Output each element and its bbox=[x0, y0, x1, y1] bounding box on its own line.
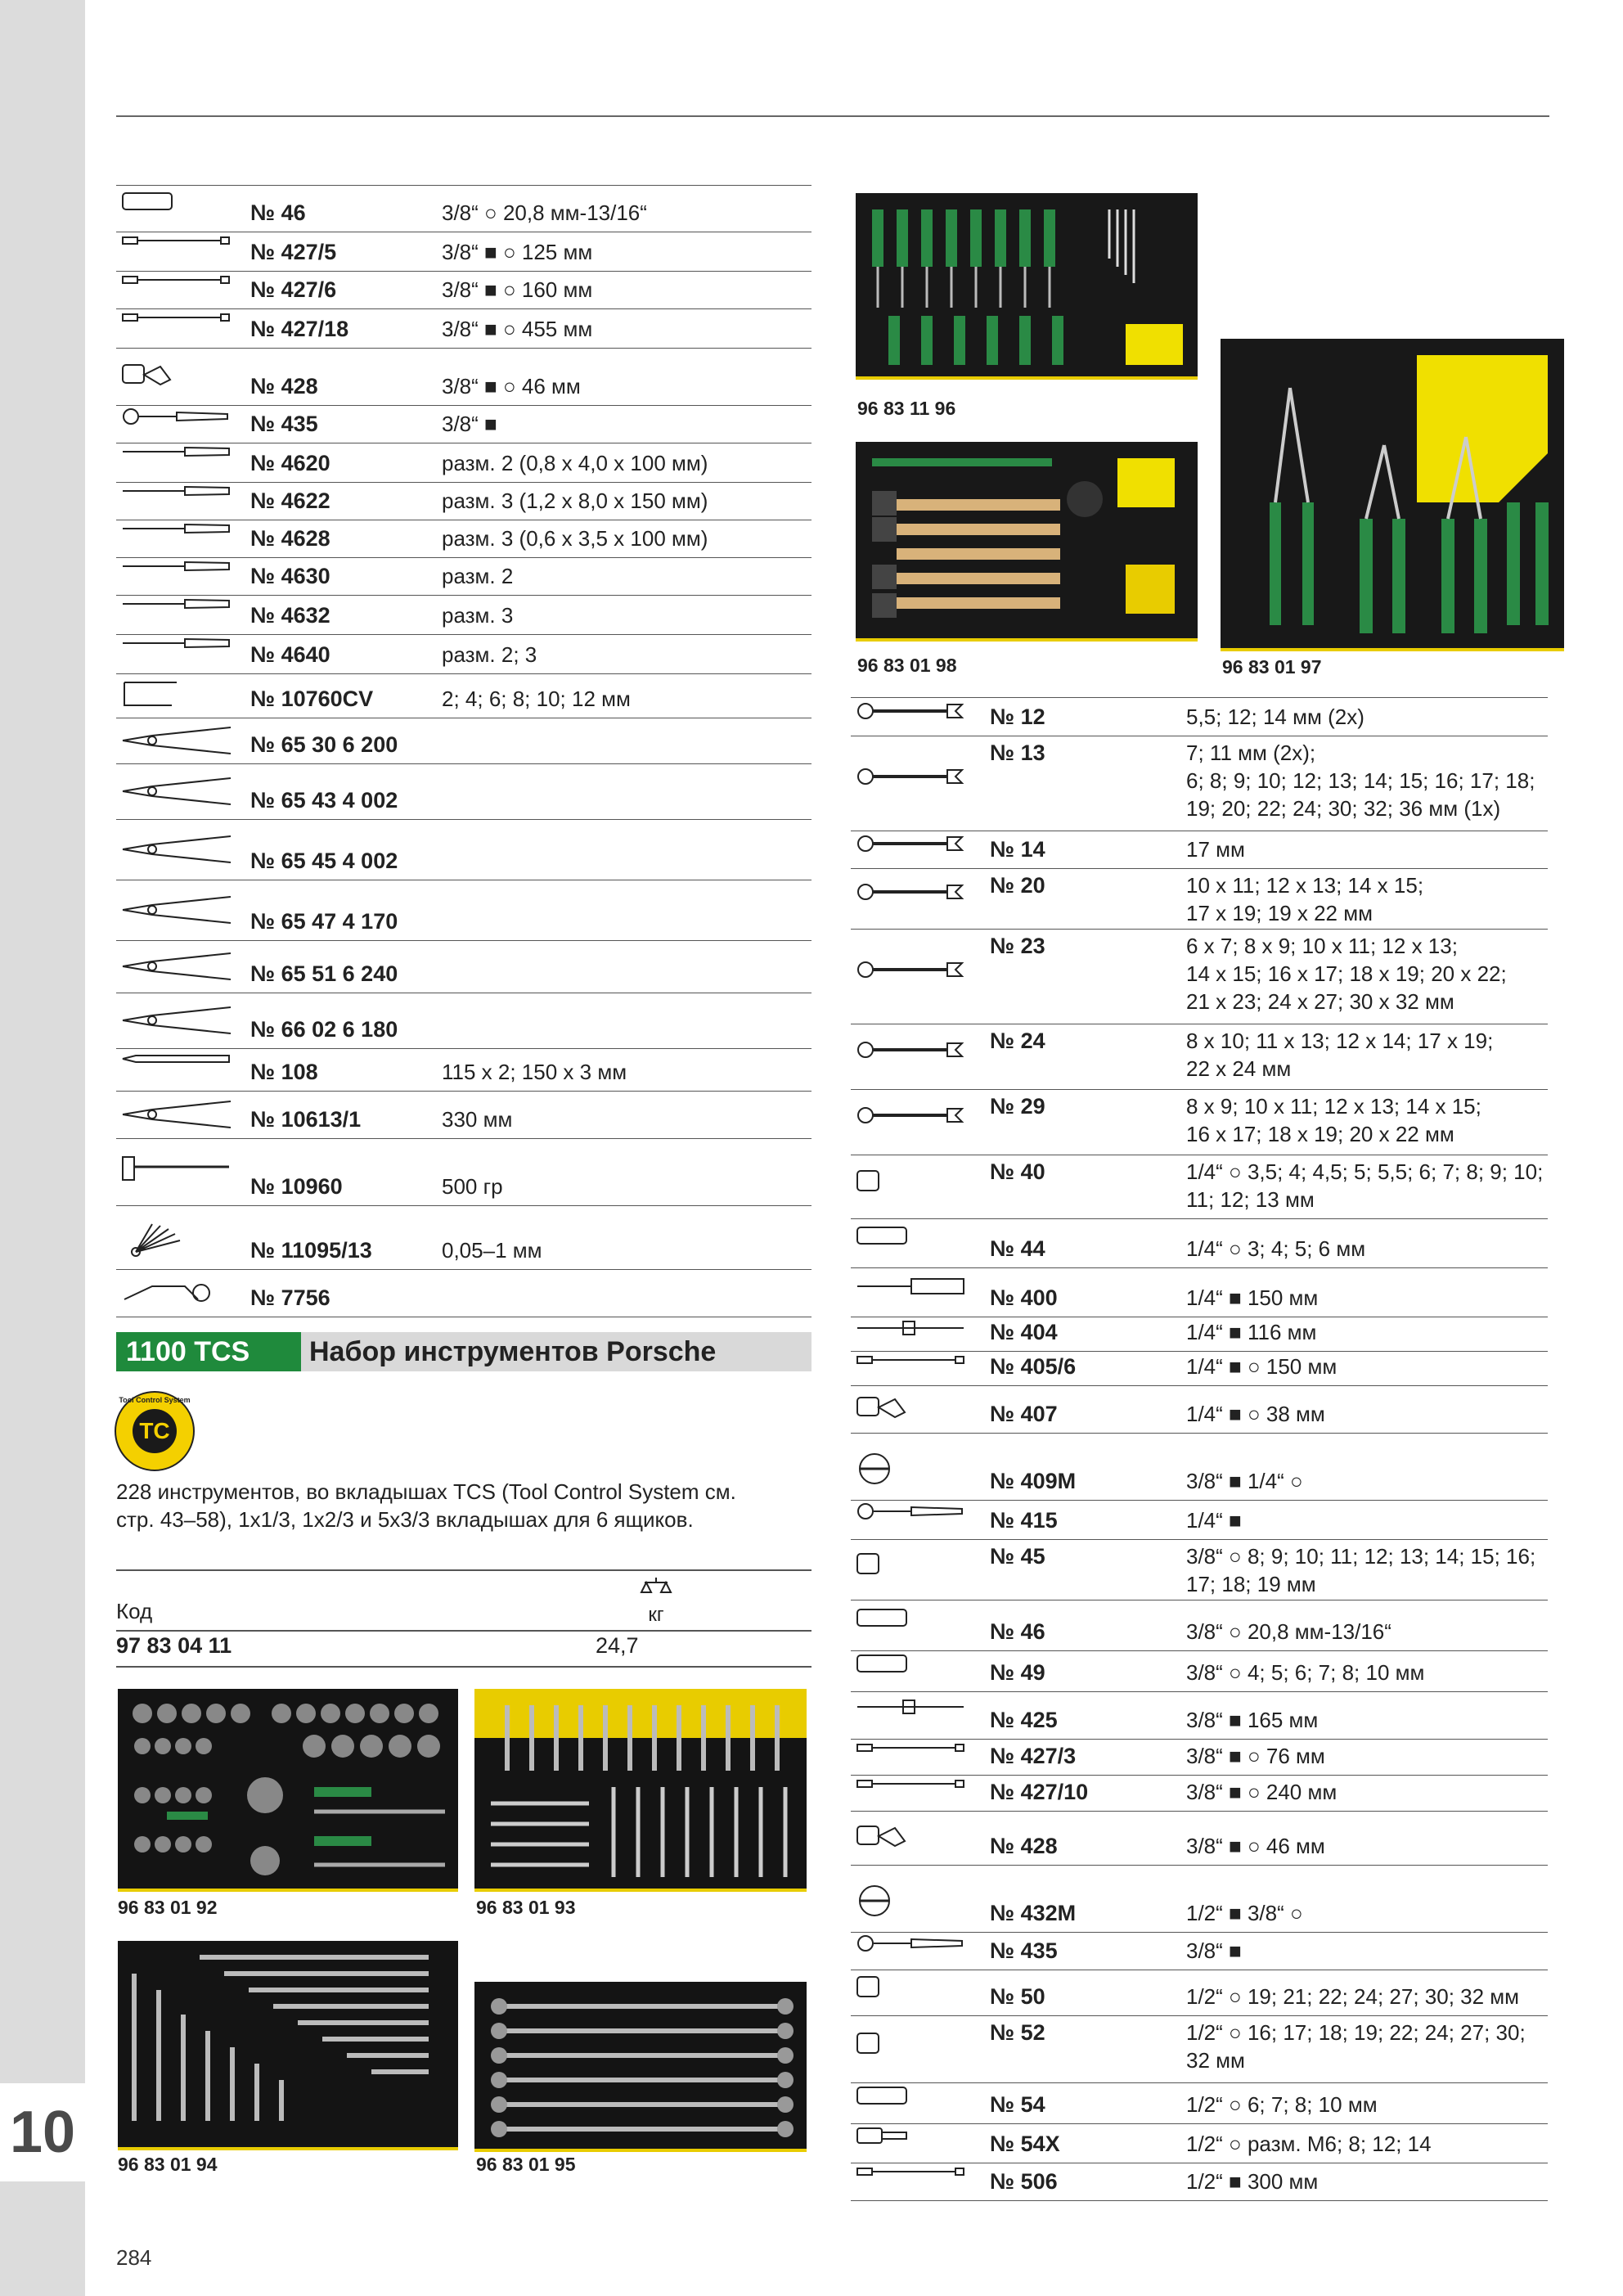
table-row bbox=[851, 1811, 1548, 1866]
table-row bbox=[116, 1091, 812, 1139]
table-row bbox=[116, 595, 812, 635]
extension-bar-icon bbox=[119, 233, 234, 250]
extension-bar-icon bbox=[119, 272, 234, 290]
article-no: № 425 bbox=[990, 1708, 1058, 1732]
universal-joint-icon bbox=[854, 1820, 969, 1857]
open-end-wrench-icon bbox=[854, 1038, 969, 1065]
extension-bar-icon bbox=[854, 1740, 969, 1758]
ratchet-icon bbox=[119, 407, 234, 430]
table-row bbox=[116, 482, 812, 520]
table-row bbox=[851, 1317, 1548, 1352]
article-spec: разм. 2 (0,8 x 4,0 x 100 мм) bbox=[442, 451, 708, 475]
code-column-header: Код bbox=[116, 1599, 153, 1623]
socket-icon bbox=[854, 1168, 969, 1197]
extension-bar-icon bbox=[854, 1776, 969, 1794]
set-description: 228 инструментов, во вкладышах TCS (Tool Control System см. стр. 43–58), 1x1/3, 1x2/3 и 5x3/3 вкладышах для 6 ящиков. bbox=[116, 1479, 736, 1532]
table-row bbox=[116, 634, 812, 674]
article-no: № 435 bbox=[250, 412, 318, 436]
article-no: № 427/3 bbox=[990, 1744, 1077, 1768]
ring-wrench-icon bbox=[854, 880, 969, 907]
set-title: Набор инструментов Porsche bbox=[309, 1336, 717, 1367]
screwdriver-icon bbox=[119, 521, 234, 540]
article-spec: 1/4“ ■ bbox=[1186, 1508, 1242, 1533]
article-no: № 7756 bbox=[250, 1285, 330, 1310]
article-spec: 1/4“ ■ ○ 150 мм bbox=[1186, 1354, 1338, 1379]
photo-96830195 bbox=[474, 1982, 807, 2152]
table-row bbox=[851, 1385, 1548, 1434]
article-spec: 1/2“ ■ 300 мм bbox=[1186, 2169, 1319, 2194]
photo-caption-96831196: 96 83 11 96 bbox=[857, 398, 956, 419]
article-spec: 1/4“ ■ ○ 38 мм bbox=[1186, 1402, 1325, 1426]
ratchet-icon bbox=[854, 1934, 969, 1957]
weight-column-header: кг bbox=[648, 1604, 664, 1626]
article-spec: 17 мм bbox=[1186, 837, 1245, 862]
article-no: № 4632 bbox=[250, 603, 330, 628]
t-handle-icon bbox=[854, 1697, 969, 1721]
article-spec: 0,05–1 мм bbox=[442, 1238, 542, 1263]
article-no: № 46 bbox=[990, 1619, 1045, 1644]
article-no: № 40 bbox=[990, 1159, 1045, 1184]
article-no: № 415 bbox=[990, 1508, 1058, 1533]
table-row bbox=[116, 443, 812, 483]
article-no: № 23 bbox=[990, 934, 1045, 958]
deep-socket-icon bbox=[854, 1653, 969, 1678]
article-no: № 427/6 bbox=[250, 277, 337, 302]
article-no: № 4630 bbox=[250, 564, 330, 588]
article-no: № 428 bbox=[990, 1834, 1058, 1858]
article-no: № 4628 bbox=[250, 526, 330, 551]
screwdriver-icon bbox=[119, 484, 234, 502]
feeler-gauge-icon bbox=[119, 1219, 234, 1264]
ratchet-icon bbox=[854, 1501, 969, 1525]
table-row bbox=[851, 1865, 1548, 1933]
pliers-icon bbox=[119, 773, 234, 813]
table-row bbox=[851, 2015, 1548, 2083]
article-spec: 3/8“ ○ 20,8 мм-13/16“ bbox=[1186, 1619, 1391, 1644]
pliers-tray-illustration bbox=[1221, 339, 1564, 648]
article-no: № 4620 bbox=[250, 451, 330, 475]
extension-bar-icon bbox=[119, 310, 234, 327]
article-spec: 3/8“ ■ ○ 240 мм bbox=[1186, 1780, 1338, 1804]
socket-tray-illustration bbox=[118, 1689, 458, 1889]
article-no: № 45 bbox=[990, 1544, 1045, 1569]
article-no: № 54 bbox=[990, 2092, 1045, 2117]
article-no: № 407 bbox=[990, 1402, 1058, 1426]
article-no: № 4622 bbox=[250, 488, 330, 513]
article-no: № 44 bbox=[990, 1236, 1045, 1261]
table-row bbox=[851, 1650, 1548, 1692]
article-no: № 14 bbox=[990, 837, 1045, 862]
chisel-icon bbox=[119, 1051, 234, 1070]
article-spec: 1/4“ ■ 116 мм bbox=[1186, 1320, 1317, 1344]
article-no: № 10760CV bbox=[250, 687, 374, 711]
table-row bbox=[851, 1089, 1548, 1155]
badge-ring-text: Tool Control System bbox=[119, 1396, 191, 1404]
article-spec: разм. 3 (1,2 x 8,0 x 150 мм) bbox=[442, 488, 708, 513]
article-no: № 52 bbox=[990, 2020, 1045, 2045]
article-spec: 3/8“ ■ ○ 455 мм bbox=[442, 317, 593, 341]
table-row bbox=[116, 557, 812, 596]
article-no: № 11095/13 bbox=[250, 1238, 372, 1263]
combination-wrench-icon bbox=[854, 765, 969, 792]
photo-96831196 bbox=[856, 193, 1198, 380]
table-row bbox=[116, 940, 812, 993]
photo-96830198 bbox=[856, 442, 1198, 642]
article-no: № 506 bbox=[990, 2169, 1058, 2194]
order-table-header bbox=[116, 1569, 812, 1632]
article-no: № 427/18 bbox=[250, 317, 349, 341]
screwdriver-icon bbox=[119, 444, 234, 463]
article-spec: 3/8“ ■ ○ 46 мм bbox=[1186, 1834, 1325, 1858]
table-row bbox=[116, 405, 812, 443]
pliers-icon bbox=[119, 1096, 234, 1137]
socket-icon bbox=[854, 1551, 969, 1580]
page-number: 284 bbox=[116, 2245, 152, 2270]
article-no: № 49 bbox=[990, 1660, 1045, 1685]
article-spec: 3/8“ ○ 8; 9; 10; 11; 12; 13; 14; 15; 16; 17; 18; 19 мм bbox=[1186, 1544, 1536, 1596]
article-spec: 115 x 2; 150 x 3 мм bbox=[442, 1060, 627, 1084]
table-row bbox=[116, 308, 812, 349]
article-number: 97 83 04 11 bbox=[116, 1633, 232, 1658]
article-no: № 435 bbox=[990, 1938, 1058, 1963]
table-row bbox=[116, 186, 812, 232]
combination-wrench-icon bbox=[854, 832, 969, 859]
article-spec: 500 гр bbox=[442, 1174, 503, 1199]
article-no: № 50 bbox=[990, 1984, 1045, 2009]
socket-icon bbox=[854, 1974, 969, 2003]
table-row bbox=[851, 929, 1548, 1024]
photo-caption-96830194: 96 83 01 94 bbox=[118, 2154, 218, 2175]
left-tool-table bbox=[116, 185, 812, 1317]
article-spec: 10 x 11; 12 x 13; 14 x 15; 17 x 19; 19 x 22 мм bbox=[1186, 873, 1424, 925]
table-row bbox=[851, 831, 1548, 869]
article-no: № 400 bbox=[990, 1285, 1058, 1310]
photo-caption-96830192: 96 83 01 92 bbox=[118, 1897, 218, 1918]
screwdriver-icon bbox=[119, 636, 234, 655]
article-no: № 29 bbox=[990, 1094, 1045, 1119]
screwdriver-icon bbox=[119, 597, 234, 615]
article-no: № 4640 bbox=[250, 642, 330, 667]
article-spec: 3/8“ ○ 4; 5; 6; 7; 8; 10 мм bbox=[1186, 1660, 1425, 1685]
table-row bbox=[116, 718, 812, 764]
pliers-icon bbox=[119, 723, 234, 763]
article-no: № 24 bbox=[990, 1029, 1045, 1053]
adapter-icon bbox=[854, 1448, 969, 1493]
table-row bbox=[851, 2082, 1548, 2124]
article-no: № 404 bbox=[990, 1320, 1058, 1344]
set-header bbox=[116, 1332, 812, 1371]
deep-socket-icon bbox=[119, 191, 234, 216]
table-row bbox=[116, 993, 812, 1049]
article-spec: 1/4“ ○ 3,5; 4; 4,5; 5; 5,5; 6; 7; 8; 9; 10; 11; 12; 13 мм bbox=[1186, 1159, 1544, 1212]
photo-caption-96830198: 96 83 01 98 bbox=[857, 655, 957, 676]
table-row bbox=[851, 698, 1548, 736]
article-no: № 432M bbox=[990, 1901, 1077, 1925]
set-weight: 24,7 bbox=[596, 1633, 639, 1658]
article-no: № 428 bbox=[250, 374, 318, 398]
wrench-tray-illustration-1 bbox=[474, 1689, 807, 1889]
header-rule bbox=[116, 115, 1549, 117]
article-no: № 66 02 6 180 bbox=[250, 1017, 398, 1042]
article-spec: 8 x 9; 10 x 11; 12 x 13; 14 x 15; 16 x 17; 18 x 19; 20 x 22 мм bbox=[1186, 1094, 1481, 1146]
table-row bbox=[851, 1500, 1548, 1540]
article-no: № 409M bbox=[990, 1469, 1077, 1493]
inspection-tool-icon bbox=[119, 1275, 234, 1315]
table-row bbox=[851, 1024, 1548, 1090]
table-row bbox=[851, 1775, 1548, 1812]
table-row bbox=[851, 1218, 1548, 1268]
article-no: № 12 bbox=[990, 705, 1045, 729]
article-no: № 65 45 4 002 bbox=[250, 849, 398, 873]
article-no: № 65 43 4 002 bbox=[250, 788, 398, 813]
spinner-handle-icon bbox=[854, 1274, 969, 1303]
order-row bbox=[116, 1630, 812, 1668]
extension-bar-icon bbox=[854, 1353, 969, 1370]
article-spec: 1/2“ ○ 19; 21; 22; 24; 27; 30; 32 мм bbox=[1186, 1984, 1520, 2009]
article-no: № 405/6 bbox=[990, 1354, 1077, 1379]
table-row bbox=[851, 2123, 1548, 2163]
article-no: № 13 bbox=[990, 741, 1045, 765]
pliers-icon bbox=[119, 892, 234, 932]
article-spec: 7; 11 мм (2x); 6; 8; 9; 10; 12; 13; 14; 15; 16; 17; 18; 19; 20; 22; 24; 30; 32; 36 мм (1x) bbox=[1186, 741, 1535, 821]
photo-96830192 bbox=[118, 1689, 458, 1892]
article-spec: разм. 2 bbox=[442, 564, 514, 588]
hammer-tray-illustration bbox=[856, 442, 1198, 638]
article-spec: 3/8“ ■ ○ 76 мм bbox=[1186, 1744, 1325, 1768]
table-row bbox=[116, 763, 812, 820]
article-no: № 108 bbox=[250, 1060, 318, 1084]
set-code: 1100 TCS bbox=[116, 1332, 301, 1371]
table-row bbox=[851, 1351, 1548, 1386]
wrench-tray-illustration-2 bbox=[474, 1982, 807, 2149]
hammer-icon bbox=[119, 1154, 234, 1191]
table-row bbox=[851, 2163, 1548, 2201]
deep-socket-icon bbox=[854, 2085, 969, 2110]
screwdriver-tray-illustration bbox=[856, 193, 1198, 376]
ring-wrench-icon bbox=[854, 1104, 969, 1131]
table-row bbox=[851, 1267, 1548, 1317]
photo-caption-96830197: 96 83 01 97 bbox=[1222, 656, 1322, 678]
ring-wrench-tray-illustration bbox=[118, 1941, 458, 2147]
badge-logo: TC bbox=[133, 1409, 177, 1453]
table-row bbox=[851, 736, 1548, 831]
article-spec: 330 мм bbox=[442, 1107, 513, 1132]
extension-bar-icon bbox=[854, 2164, 969, 2181]
table-row bbox=[116, 348, 812, 406]
deep-socket-icon bbox=[854, 1225, 969, 1250]
open-end-wrench-icon bbox=[854, 700, 969, 727]
article-spec: 3/8“ ■ ○ 125 мм bbox=[442, 240, 593, 264]
table-row bbox=[851, 1691, 1548, 1740]
article-spec: разм. 3 (0,6 x 3,5 x 100 мм) bbox=[442, 526, 708, 551]
article-no: № 427/5 bbox=[250, 240, 337, 264]
article-spec: 8 x 10; 11 x 13; 12 x 14; 17 x 19; 22 x 24 мм bbox=[1186, 1029, 1494, 1081]
article-no: № 10960 bbox=[250, 1174, 343, 1199]
table-row bbox=[116, 520, 812, 558]
universal-joint-icon bbox=[119, 358, 234, 395]
table-row bbox=[851, 1600, 1548, 1651]
table-row bbox=[116, 271, 812, 309]
bit-socket-icon bbox=[854, 2125, 969, 2150]
article-spec: разм. 3 bbox=[442, 603, 514, 628]
table-row bbox=[116, 1269, 812, 1317]
photo-96830197 bbox=[1221, 339, 1564, 651]
article-spec: 3/8“ ■ ○ 160 мм bbox=[442, 277, 593, 302]
tcs-badge bbox=[115, 1391, 195, 1471]
article-no: № 10613/1 bbox=[250, 1107, 362, 1132]
article-spec: 5,5; 12; 14 мм (2x) bbox=[1186, 705, 1364, 729]
table-row bbox=[851, 1739, 1548, 1776]
table-row bbox=[116, 1205, 812, 1270]
table-row bbox=[116, 1138, 812, 1206]
adapter-icon bbox=[854, 1880, 969, 1925]
t-handle-icon bbox=[854, 1318, 969, 1342]
right-tool-table bbox=[851, 697, 1548, 2226]
table-row bbox=[851, 868, 1548, 930]
table-row bbox=[851, 1539, 1548, 1600]
article-spec: 1/2“ ○ разм. M6; 8; 12; 14 bbox=[1186, 2132, 1432, 2156]
table-row bbox=[851, 1155, 1548, 1219]
deep-socket-icon bbox=[854, 1607, 969, 1632]
article-spec: 1/4“ ○ 3; 4; 5; 6 мм bbox=[1186, 1236, 1366, 1261]
photo-96830193 bbox=[474, 1689, 807, 1892]
screwdriver-icon bbox=[119, 559, 234, 578]
article-spec: 2; 4; 6; 8; 10; 12 мм bbox=[442, 687, 631, 711]
article-no: № 65 47 4 170 bbox=[250, 909, 398, 934]
circlip-pliers-icon bbox=[119, 831, 234, 871]
universal-joint-icon bbox=[854, 1391, 969, 1428]
article-spec: 3/8“ ■ ○ 46 мм bbox=[442, 374, 581, 398]
article-spec: 1/2“ ○ 6; 7; 8; 10 мм bbox=[1186, 2092, 1378, 2117]
article-spec: 6 x 7; 8 x 9; 10 x 11; 12 x 13; 14 x 15; 16 x 17; 18 x 19; 20 x 22; 21 x 23; 24 x 27; 30 x 32 мм bbox=[1186, 934, 1507, 1014]
article-spec: 3/8“ ■ bbox=[1186, 1938, 1242, 1963]
photo-caption-96830193: 96 83 01 93 bbox=[476, 1897, 576, 1918]
article-spec: 3/8“ ■ bbox=[442, 412, 497, 436]
article-spec: разм. 2; 3 bbox=[442, 642, 537, 667]
chapter-number: 10 bbox=[0, 2083, 85, 2181]
article-spec: 1/2“ ■ 3/8“ ○ bbox=[1186, 1901, 1303, 1925]
ring-wrench-icon bbox=[854, 958, 969, 985]
hex-key-icon bbox=[119, 678, 234, 714]
article-no: № 20 bbox=[990, 873, 1045, 898]
photo-caption-96830195: 96 83 01 95 bbox=[476, 2154, 576, 2175]
article-spec: 3/8“ ■ 1/4“ ○ bbox=[1186, 1469, 1303, 1493]
table-row bbox=[851, 1932, 1548, 1970]
table-row bbox=[116, 232, 812, 272]
article-spec: 3/8“ ○ 20,8 мм-13/16“ bbox=[442, 200, 647, 225]
article-no: № 65 51 6 240 bbox=[250, 961, 398, 986]
table-row bbox=[851, 1433, 1548, 1501]
socket-icon bbox=[854, 2031, 969, 2060]
article-spec: 1/4“ ■ 150 мм bbox=[1186, 1285, 1319, 1310]
chapter-sidebar bbox=[0, 0, 85, 2296]
table-row bbox=[116, 819, 812, 880]
table-row bbox=[851, 1970, 1548, 2016]
table-row bbox=[116, 1048, 812, 1092]
article-spec: 3/8“ ■ 165 мм bbox=[1186, 1708, 1319, 1732]
table-row bbox=[116, 673, 812, 718]
article-no: № 65 30 6 200 bbox=[250, 732, 398, 757]
article-no: № 427/10 bbox=[990, 1780, 1089, 1804]
article-no: № 54X bbox=[990, 2132, 1060, 2156]
table-row bbox=[116, 880, 812, 941]
weight-scale-icon bbox=[640, 1576, 672, 1599]
water-pump-pliers-icon bbox=[119, 948, 234, 988]
article-spec: 1/2“ ○ 16; 17; 18; 19; 22; 24; 27; 30; 32 мм bbox=[1186, 2020, 1526, 2073]
photo-96830194 bbox=[118, 1941, 458, 2150]
side-cutter-icon bbox=[119, 1002, 234, 1042]
article-no: № 46 bbox=[250, 200, 306, 225]
